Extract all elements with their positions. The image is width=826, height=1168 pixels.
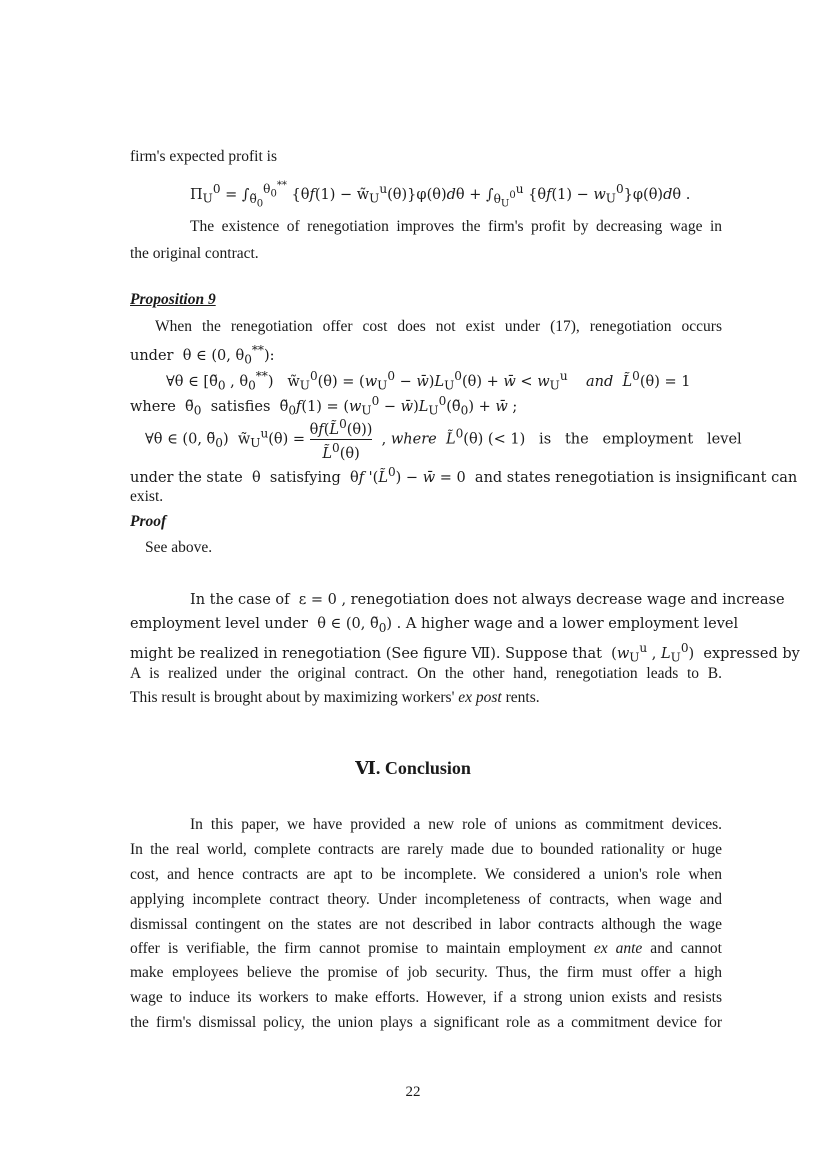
text-line: firm's expected profit is xyxy=(130,148,277,165)
text-line: In this paper, we have provided a new role of unions as commitment devices. xyxy=(190,816,722,833)
text-line: When the renegotiation offer cost does not exist under (17), renegotiation occurs xyxy=(155,318,722,335)
proof-heading: Proof xyxy=(130,513,167,530)
equation-line: employment level under θ ∈ (0, $\thetã_0$) . A higher wage and a lower employment level xyxy=(130,616,739,635)
equation-line: where $\thetã_0$ satisfies $\thetã_0f(1) = (w_U^0$ − $w̄)L_U^0(\thetã_0)$ + w̄ ; xyxy=(130,394,518,418)
equation-line: ∀θ ∈ [$\thetã_0$ , $\theta_0^{**}$) $w̃_U^0(\theta) = (w_U^0$ − $w̄)L_U^0(\theta)$ + w̄ < $w_U^u$ and L̃$^0$(θ) = 1 xyxy=(166,369,691,393)
text-line: In the real world, complete contracts are rarely made due to bounded rationality or huge xyxy=(130,841,722,858)
text-line: This result is brought about by maximizing workers' ex post rents. xyxy=(130,689,540,706)
text-line: The existence of renegotiation improves the firm's profit by decreasing wage in xyxy=(190,218,722,235)
text-line: wage to induce its workers to make efforts. However, if a strong union exists and resists xyxy=(130,989,722,1006)
text-line: cost, and hence contracts are apt to be incomplete. We considered a union's role when xyxy=(130,866,722,883)
text-line: A is realized under the original contract. On the other hand, renegotiation leads to B. xyxy=(130,665,722,682)
proposition-heading: Proposition 9 xyxy=(130,291,216,308)
text-line: offer is verifiable, the firm cannot promise to maintain employment ex ante and cannot xyxy=(130,940,722,957)
text-line: exist. xyxy=(130,488,164,505)
text-line: See above. xyxy=(145,539,213,556)
text-line: the firm's dismissal policy, the union plays a significant role as a commitment device for xyxy=(130,1014,722,1031)
equation-line: ∀θ ∈ (0, $\thetã_0$) $w̃_U^u(\theta)$ = $\frac{\theta f(L̃^0(\theta))}{L̃^0(\theta)}$ , where L̃$^0$(θ) (< 1) is the employment level xyxy=(145,417,742,462)
equation-line: might be realized in renegotiation (See figure Ⅶ). Suppose that ($w_U^u$ , $L_U^0$) expressed by xyxy=(130,641,800,665)
text-line: make employees believe the promise of job security. Thus, the firm must offer a high xyxy=(130,964,722,981)
equation-line: under the state θ satisfying θf '(L̃$^0$) − w̄ = 0 and states renegotiation is insignificant can xyxy=(130,465,798,486)
text-line: the original contract. xyxy=(130,245,259,262)
equation-profit: $\Pi_U^0 = \int_{\thetã_0}^{\theta_0^{**}}$ $\{\theta f(1) - w̃_U^u(\theta)\}\varphi(\theta)d\theta + \int_{\theta_U^0}^u$ $\{\theta f(1) - w_U^0\}\varphi(\theta)d\theta$ . xyxy=(190,180,691,210)
text-line: dismissal contingent on the states are not described in labor contracts although the wage xyxy=(130,916,722,933)
page-number: 22 xyxy=(405,1084,421,1100)
equation-line: In the case of ε = 0 , renegotiation does not always decrease wage and increase xyxy=(190,592,785,608)
text-line: applying incomplete contract theory. Under incompleteness of contracts, when wage and xyxy=(130,891,722,908)
equation-line: under θ ∈ (0, $\theta_0^{**}$): xyxy=(130,343,275,367)
section-heading: Ⅵ. Conclusion xyxy=(355,758,471,778)
